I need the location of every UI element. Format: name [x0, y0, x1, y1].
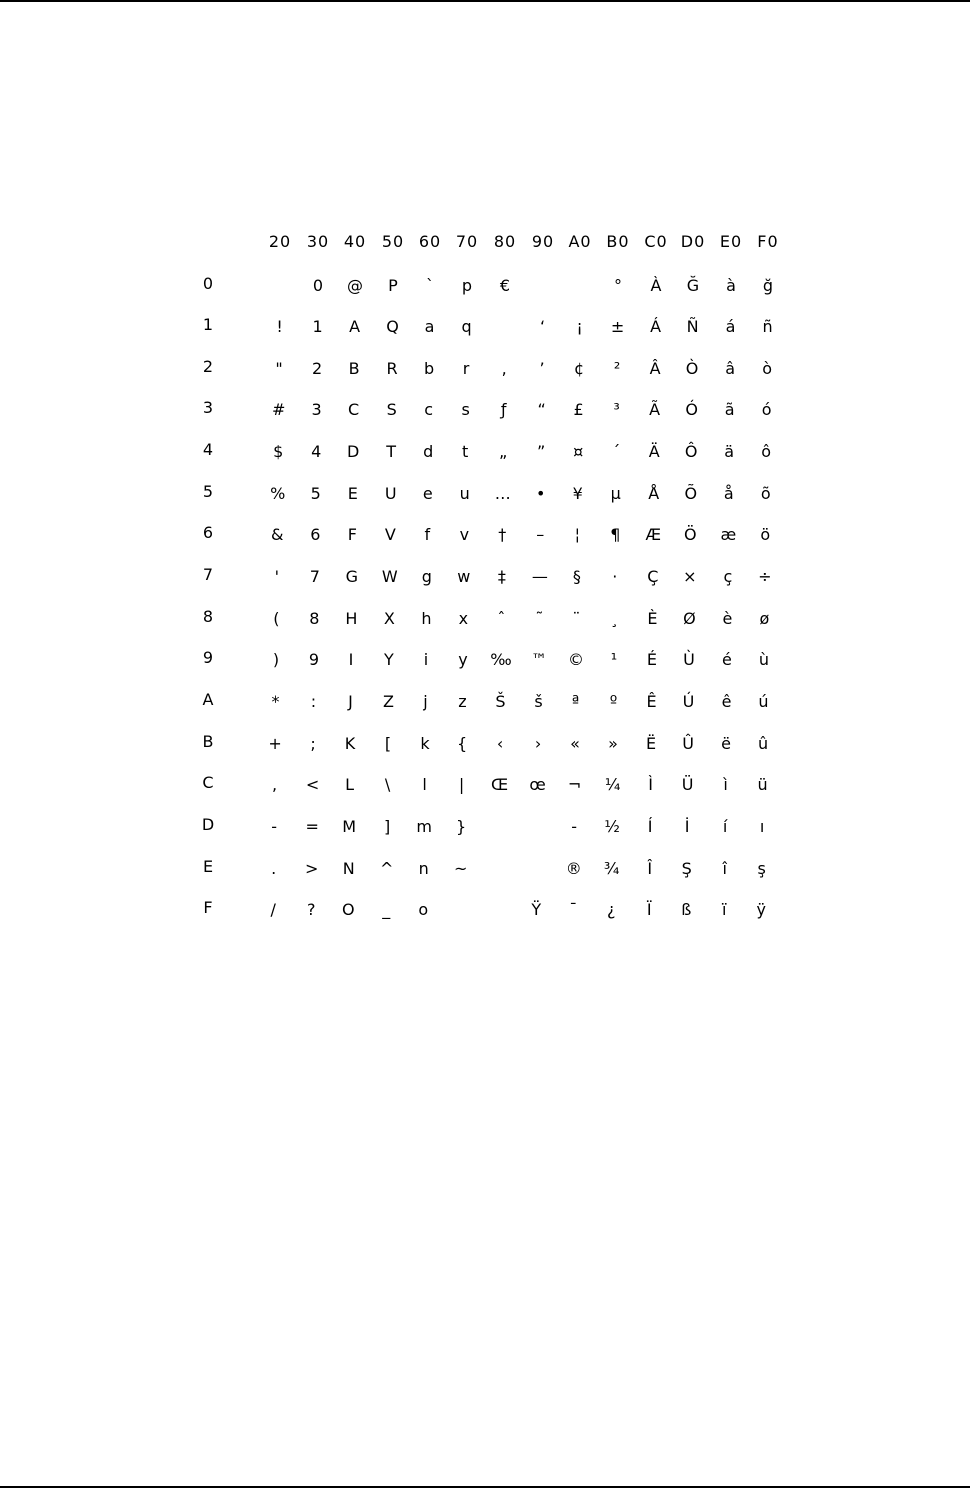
char-cell: { — [456, 734, 468, 753]
char-cell: ˜ — [535, 609, 544, 628]
char-cell: ¯ — [569, 900, 578, 919]
char-cell: q — [461, 317, 472, 336]
char-cell: Ú — [682, 692, 695, 711]
row-label: 8 — [202, 607, 214, 626]
char-cell: ‘ — [540, 317, 546, 336]
column-header: B0 — [606, 232, 630, 251]
char-cell: Ç — [647, 567, 659, 586]
char-cell: ‰ — [490, 650, 512, 669]
char-cell: ƒ — [500, 400, 507, 419]
char-cell: è — [722, 609, 733, 628]
char-cell: Ø — [683, 609, 696, 628]
char-cell: Ë — [645, 734, 657, 753]
char-cell: ¦ — [574, 525, 580, 544]
char-cell: y — [458, 650, 468, 669]
char-cell: r — [462, 359, 470, 378]
char-cell: ‡ — [497, 567, 506, 586]
row-label: C — [202, 773, 214, 792]
char-cell: z — [458, 692, 467, 711]
char-cell: Œ — [491, 775, 509, 794]
char-cell: û — [757, 734, 769, 753]
char-cell: ¿ — [607, 900, 616, 919]
char-cell: ± — [610, 317, 625, 336]
char-cell: h — [421, 609, 432, 628]
char-cell: · — [612, 567, 618, 586]
char-cell: S — [386, 400, 397, 419]
char-cell: Ô — [684, 442, 698, 461]
char-cell: ´ — [612, 442, 621, 461]
char-cell: d — [423, 442, 434, 461]
char-cell: ú — [758, 692, 769, 711]
char-cell: " — [275, 359, 283, 378]
char-cell: U — [384, 484, 397, 503]
char-cell: š — [534, 692, 543, 711]
char-cell: J — [348, 692, 353, 711]
column-header: 70 — [455, 232, 479, 251]
char-cell: - — [271, 817, 278, 836]
char-cell: ¸ — [610, 609, 619, 628]
char-cell: ó — [761, 400, 772, 419]
char-cell: _ — [382, 900, 391, 919]
char-cell: ~ — [453, 859, 468, 878]
char-cell: º — [609, 692, 618, 711]
char-cell: V — [384, 525, 396, 544]
char-cell: v — [459, 525, 470, 544]
char-cell: ë — [721, 734, 731, 753]
column-header: 60 — [418, 232, 442, 251]
row-label: 9 — [202, 648, 214, 667]
char-cell: i — [423, 650, 429, 669]
char-cell: © — [567, 650, 584, 669]
column-header: F0 — [757, 232, 779, 251]
char-cell: n — [418, 859, 429, 878]
char-cell: 8 — [309, 609, 320, 628]
char-cell: › — [534, 734, 542, 753]
char-cell: Ó — [685, 400, 698, 419]
char-cell: ‚ — [501, 359, 507, 378]
char-cell: ß — [681, 900, 692, 919]
char-cell: À — [650, 276, 662, 295]
char-cell: b — [424, 359, 435, 378]
char-cell: 6 — [310, 525, 321, 544]
row-label: 1 — [202, 315, 214, 334]
char-cell: ü — [757, 775, 768, 794]
char-cell: Ğ — [686, 276, 700, 295]
char-cell: ø — [759, 609, 770, 628]
char-cell: Û — [682, 734, 694, 753]
char-cell: Ü — [681, 775, 694, 794]
char-cell: í — [722, 817, 728, 836]
char-cell: Ì — [648, 775, 653, 794]
char-cell: â — [725, 359, 735, 378]
char-cell: Ö — [684, 525, 697, 544]
char-cell: ’ — [539, 359, 545, 378]
row-label: 0 — [202, 274, 214, 293]
char-cell: ç — [723, 567, 733, 586]
row-label: F — [203, 898, 213, 917]
char-cell: ñ — [762, 317, 773, 336]
char-cell: ¨ — [572, 609, 581, 628]
char-cell: g — [421, 567, 432, 586]
char-cell: µ — [610, 484, 621, 503]
column-header: D0 — [680, 232, 706, 251]
char-cell: C — [348, 400, 360, 419]
char-cell: 3 — [311, 400, 322, 419]
column-header: 20 — [268, 232, 292, 251]
char-cell: … — [494, 484, 511, 503]
column-header: 30 — [306, 232, 330, 251]
char-cell: u — [459, 484, 470, 503]
char-cell: # — [271, 400, 286, 419]
char-cell: – — [536, 525, 545, 544]
char-cell: ¤ — [573, 442, 584, 461]
char-cell: 4 — [311, 442, 322, 461]
char-cell: ¶ — [610, 525, 621, 544]
char-cell: » — [608, 734, 618, 753]
char-cell: : — [310, 692, 317, 711]
char-cell: ê — [721, 692, 732, 711]
char-cell: ; — [310, 734, 316, 753]
char-cell: Â — [649, 359, 661, 378]
char-cell: ? — [307, 900, 316, 919]
char-cell: f — [424, 525, 431, 544]
char-cell: } — [456, 817, 467, 836]
char-cell: ˆ — [497, 609, 506, 628]
char-cell: m — [416, 817, 432, 836]
char-cell: , — [272, 775, 278, 794]
char-cell: A — [349, 317, 361, 336]
char-cell: Î — [647, 859, 653, 878]
char-cell: ã — [724, 400, 735, 419]
char-cell: N — [342, 859, 355, 878]
char-cell: Æ — [645, 525, 662, 544]
row-label: 6 — [202, 523, 214, 542]
char-cell: $ — [273, 442, 284, 461]
char-cell: < — [305, 775, 320, 794]
char-cell: [ — [384, 734, 392, 753]
char-cell: o — [418, 900, 429, 919]
char-cell: Z — [383, 692, 394, 711]
char-cell: B — [348, 359, 360, 378]
char-cell: ™ — [530, 650, 547, 669]
char-cell: % — [270, 484, 286, 503]
char-cell: Ê — [646, 692, 657, 711]
row-label: B — [202, 732, 214, 751]
char-cell: / — [270, 900, 276, 919]
char-cell: å — [723, 484, 734, 503]
char-cell: È — [647, 609, 658, 628]
char-cell: ¥ — [572, 484, 583, 503]
row-label: 5 — [202, 482, 214, 501]
char-cell: t — [462, 442, 469, 461]
char-cell: ÷ — [758, 567, 772, 586]
char-cell: ş — [757, 859, 766, 878]
char-cell: R — [386, 359, 398, 378]
row-label: 3 — [202, 398, 214, 417]
char-cell: Õ — [684, 484, 698, 503]
char-cell: ª — [571, 692, 580, 711]
row-label: A — [202, 690, 214, 709]
char-cell: F — [347, 525, 357, 544]
char-cell: \ — [384, 775, 391, 794]
char-cell: 2 — [312, 359, 323, 378]
char-cell: « — [570, 734, 580, 753]
char-cell: ¡ — [576, 317, 583, 336]
char-cell: p — [461, 276, 473, 295]
char-cell: „ — [499, 442, 508, 461]
char-cell: & — [271, 525, 284, 544]
char-cell: Í — [647, 817, 653, 836]
char-cell: à — [726, 276, 736, 295]
char-cell: ÿ — [756, 900, 766, 919]
char-cell: | — [458, 775, 465, 794]
char-cell: “ — [537, 400, 546, 419]
bottom-rule — [0, 1486, 970, 1488]
char-cell: ı — [759, 817, 765, 836]
char-cell: Á — [650, 317, 662, 336]
char-cell: Ò — [685, 359, 699, 378]
char-cell: € — [499, 276, 511, 295]
char-cell: l — [422, 775, 427, 794]
char-cell: õ — [760, 484, 771, 503]
char-cell: ° — [614, 276, 622, 295]
char-cell: T — [386, 442, 397, 461]
char-cell: ò — [762, 359, 772, 378]
char-cell: Ù — [683, 650, 695, 669]
char-cell: Š — [495, 692, 506, 711]
char-cell: = — [305, 817, 319, 836]
char-cell: M — [342, 817, 357, 836]
char-cell: ¾ — [603, 859, 620, 878]
char-cell: ) — [272, 650, 280, 669]
column-header: 90 — [531, 232, 555, 251]
char-cell: Ä — [648, 442, 660, 461]
char-cell: ² — [613, 359, 621, 378]
row-label: E — [202, 857, 214, 876]
char-cell: K — [344, 734, 356, 753]
char-cell: Ï — [646, 900, 652, 919]
char-cell: ] — [384, 817, 391, 836]
char-cell: G — [345, 567, 359, 586]
char-cell: ¬ — [567, 775, 582, 794]
char-cell: Q — [386, 317, 399, 336]
row-label: 7 — [202, 565, 214, 584]
char-cell: w — [457, 567, 471, 586]
char-cell: * — [271, 692, 280, 711]
char-cell: ” — [537, 442, 546, 461]
char-cell: × — [683, 567, 697, 586]
char-cell: j — [423, 692, 428, 711]
char-cell: İ — [684, 817, 690, 836]
char-cell: ô — [761, 442, 772, 461]
char-cell: Ÿ — [531, 900, 542, 919]
column-header: 50 — [381, 232, 405, 251]
char-cell: £ — [573, 400, 584, 419]
char-cell: I — [348, 650, 354, 669]
char-cell: É — [646, 650, 657, 669]
char-cell: . — [271, 859, 277, 878]
column-header: E0 — [719, 232, 743, 251]
char-cell: O — [341, 900, 355, 919]
char-cell: é — [722, 650, 732, 669]
char-cell: ½ — [604, 817, 620, 836]
char-cell: œ — [529, 775, 546, 794]
char-cell: ( — [273, 609, 280, 628]
char-cell: ^ — [379, 859, 394, 878]
char-cell: e — [422, 484, 433, 503]
char-cell: ğ — [762, 276, 774, 295]
char-cell: ' — [274, 567, 280, 586]
column-header: 40 — [343, 232, 367, 251]
char-cell: W — [381, 567, 398, 586]
char-cell: — — [531, 567, 548, 586]
char-cell: c — [424, 400, 434, 419]
char-cell: î — [722, 859, 727, 878]
char-cell: ® — [565, 859, 582, 878]
column-header: 80 — [493, 232, 517, 251]
char-cell: ö — [760, 525, 771, 544]
row-label: 2 — [202, 357, 214, 376]
char-cell: ì — [723, 775, 728, 794]
char-cell: ` — [426, 276, 434, 295]
char-cell: Ñ — [686, 317, 699, 336]
char-cell: ‹ — [496, 734, 504, 753]
char-cell: † — [498, 525, 507, 544]
char-cell: 7 — [309, 567, 320, 586]
char-cell: • — [536, 484, 546, 503]
char-cell: Y — [384, 650, 394, 669]
char-cell: P — [388, 276, 398, 295]
char-cell: D — [347, 442, 360, 461]
char-cell: ! — [276, 317, 283, 336]
char-cell: ¹ — [610, 650, 618, 669]
char-cell: æ — [720, 525, 737, 544]
char-cell: E — [347, 484, 358, 503]
char-cell: ¢ — [574, 359, 585, 378]
char-cell: Ã — [649, 400, 661, 419]
char-cell: L — [345, 775, 355, 794]
char-cell: ¼ — [604, 775, 621, 794]
char-cell: ï — [722, 900, 727, 919]
column-header: C0 — [644, 232, 668, 251]
char-cell: 9 — [308, 650, 320, 669]
char-cell: s — [461, 400, 470, 419]
char-cell: 0 — [312, 276, 324, 295]
row-label: 4 — [202, 440, 214, 459]
char-cell: Å — [648, 484, 660, 503]
char-cell: ä — [724, 442, 735, 461]
char-cell: k — [420, 734, 430, 753]
char-cell: a — [424, 317, 435, 336]
char-cell: > — [304, 859, 319, 878]
char-cell: á — [725, 317, 736, 336]
row-label: D — [201, 815, 215, 834]
char-cell: x — [458, 609, 469, 628]
char-cell: ù — [758, 650, 769, 669]
column-header: A0 — [568, 232, 592, 251]
char-cell: X — [383, 609, 395, 628]
char-cell: ³ — [613, 400, 620, 419]
char-cell: @ — [347, 276, 363, 295]
char-cell: § — [572, 567, 581, 586]
char-cell: + — [268, 734, 282, 753]
char-cell: - — [571, 817, 578, 836]
char-cell: Ş — [681, 859, 692, 878]
char-cell: 5 — [310, 484, 321, 503]
char-cell: 1 — [312, 317, 323, 336]
char-cell: H — [345, 609, 358, 628]
